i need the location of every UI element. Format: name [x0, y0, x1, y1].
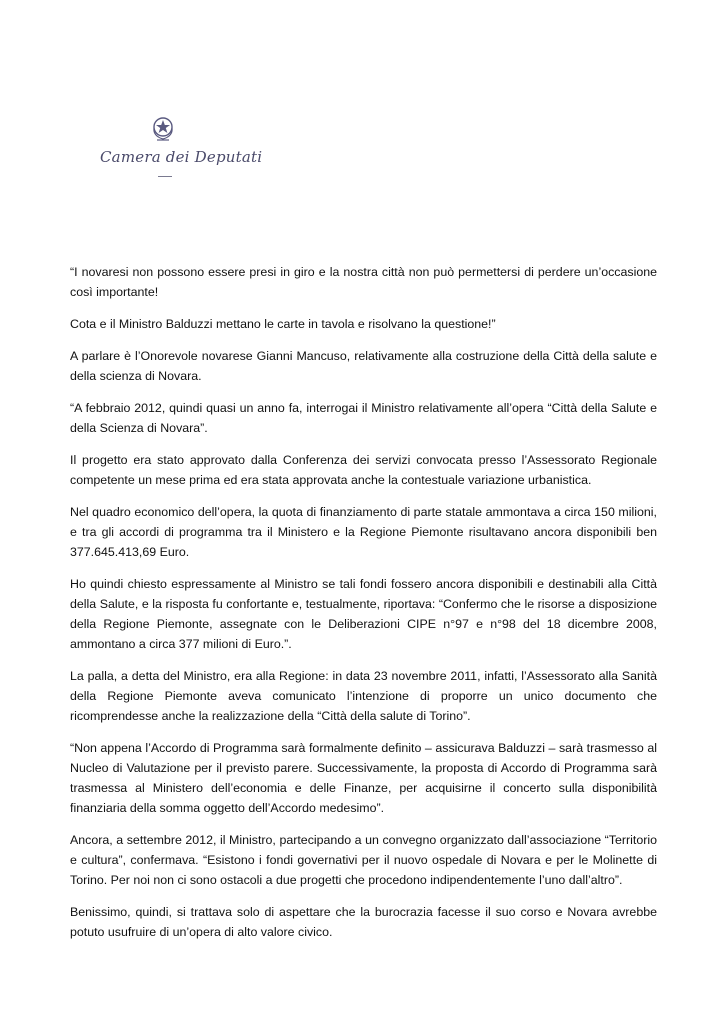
paragraph-9: “Non appena l’Accordo di Programma sarà formalmente definito – assicurava Balduzzi – sarà trasmesso al Nucleo di Valutazione per il previsto parere. Successivamente, la proposta di Accordo di Programma sarà trasmessa al Ministero dell’economia e delle Finanze, per acquisirne il concerto sulla disponibilità finanziaria della somma oggetto dell’Accordo medesimo”. — [70, 741, 657, 815]
logo-text: Camera dei Deputati — [100, 148, 263, 166]
paragraph-6: Nel quadro economico dell’opera, la quota di finanziamento di parte statale ammontava a circa 150 milioni, e tra gli accordi di programma tra il Ministero e la Regione Piemonte risultavano ancora disponibili ben 377.645.413,69 Euro. — [70, 505, 657, 559]
paragraph-3: A parlare è l’Onorevole novarese Gianni Mancuso, relativamente alla costruzione della Città della salute e della scienza di Novara. — [70, 349, 657, 383]
paragraph-10: Ancora, a settembre 2012, il Ministro, partecipando a un convegno organizzato dall’associazione “Territorio e cultura”, confermava. “Esistono i fondi governativi per il nuovo ospedale di Novara e per le Molinette di Torino. Per noi non ci sono ostacoli a due progetti che procedono indipendentemente l’uno dall’altro”. — [70, 833, 657, 887]
paragraph-11: Benissimo, quindi, si trattava solo di aspettare che la burocrazia facesse il suo corso e Novara avrebbe potuto usufruire di un’opera di alto valore civico. — [70, 905, 657, 939]
paragraph-2: Cota e il Ministro Balduzzi mettano le carte in tavola e risolvano la questione!” — [70, 317, 496, 331]
paragraph-7: Ho quindi chiesto espressamente al Ministro se tali fondi fossero ancora disponibili e destinabili alla Città della Salute, e la risposta fu confortante e, testualmente, riportava: “Confermo che le risorse a disposizione della Regione Piemonte, assegnate con le Deliberazioni CIPE n°97 e n°98 del 18 dicembre 2008, ammontano a circa 377 milioni di Euro.”. — [70, 577, 657, 651]
camera-dei-deputati-logo — [100, 112, 263, 184]
logo-underline — [158, 176, 172, 177]
document-body — [70, 262, 657, 954]
italian-republic-emblem-icon — [150, 114, 176, 144]
paragraph-8: La palla, a detta del Ministro, era alla Regione: in data 23 novembre 2011, infatti, l’Assessorato alla Sanità della Regione Piemonte aveva comunicato l’intenzione di proporre un unico documento che ricomprendesse anche la realizzazione della “Città della salute di Torino”. — [70, 669, 657, 723]
paragraph-4: “A febbraio 2012, quindi quasi un anno fa, interrogai il Ministro relativamente all’opera “Città della Salute e della Scienza di Novara”. — [70, 401, 657, 435]
paragraph-1: “I novaresi non possono essere presi in giro e la nostra città non può permettersi di perdere un’occasione così importante! — [70, 265, 657, 299]
paragraph-5: Il progetto era stato approvato dalla Conferenza dei servizi convocata presso l’Assessorato Regionale competente un mese prima ed era stata approvata anche la contestuale variazione urbanistica. — [70, 453, 657, 487]
